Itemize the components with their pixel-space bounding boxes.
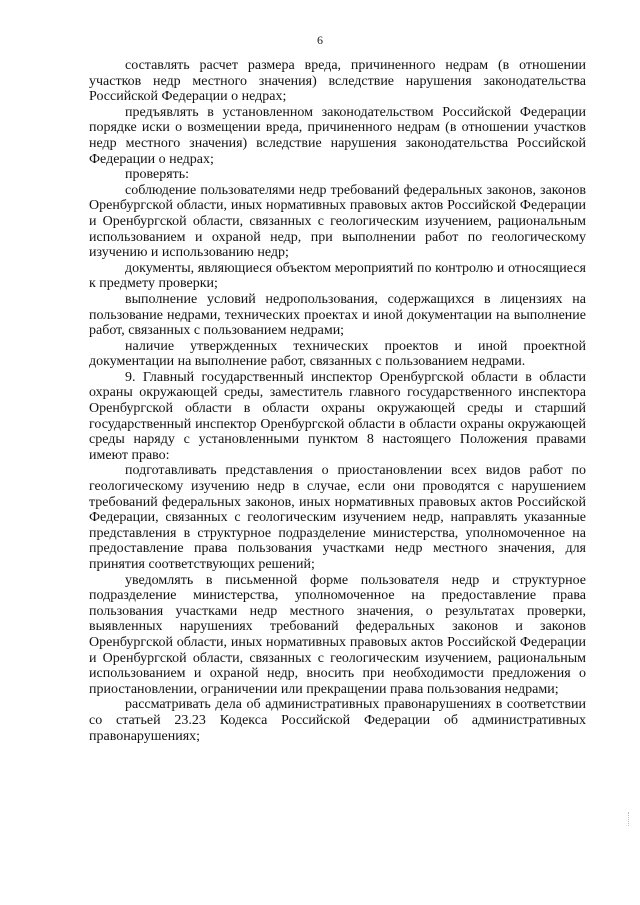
page-number: 6 xyxy=(317,33,323,47)
paragraph: предъявлять в установленном законодательством Российской Федерации порядке иски о возмещении вреда, причиненного недрам (в отношении участков недр местного значения) вследствие нарушения законодательства Российской Федерации о недрах; xyxy=(89,104,586,167)
paragraph: составлять расчет размера вреда, причиненного недрам (в отношении участков недр местного значения) вследствие нарушения законодательства Российской Федерации о недрах; xyxy=(89,58,586,105)
paragraph: соблюдение пользователями недр требований федеральных законов, законов Оренбургской области, иных нормативных правовых актов Российской Федерации и Оренбургской области, связанных с геологическим изучением, рациональным использованием и охраной недр, при выполнении работ по геологическому изучению и использованию недр; xyxy=(89,182,586,261)
paragraph: рассматривать дела об административных правонарушениях в соответствии со статьей 23.23 Кодекса Российской Федерации об административных правонарушениях; xyxy=(89,697,586,744)
paragraph: наличие утвержденных технических проектов и иной проектной документации на выполнение работ, связанных с пользованием недрами. xyxy=(89,338,586,370)
document-body xyxy=(89,58,586,744)
paragraph: 9. Главный государственный инспектор Оренбургской области в области охраны окружающей среды, заместитель главного государственного инспектора Оренбургской области в области охраны окружающей среды и старший государственный инспектор Оренбургской области в области охраны окружающей среды наряду с установленными пунктом 8 настоящего Положения правами имеют право: xyxy=(89,369,586,463)
paragraph: проверять: xyxy=(125,167,190,183)
paragraph: выполнение условий недропользования, содержащихся в лицензиях на пользование недрами, технических проектах и иной документации на выполнение работ, связанных с пользованием недрами; xyxy=(89,291,586,339)
paragraph: уведомлять в письменной форме пользователя недр и структурное подразделение министерства, уполномоченное на предоставление права пользования участками недр местного значения, о результатах проверки, выявленных нарушениях требований федеральных законов и законов Оренбургской области, иных нормативных правовых актов Российской Федерации и Оренбургской области, связанных с геологическим изучением, рациональным использованием и охраной недр, вносить при необходимости предложения о приостановлении, ограничении или прекращении права пользования недрами; xyxy=(89,572,586,697)
scan-artifact xyxy=(628,812,632,826)
paragraph: документы, являющиеся объектом мероприятий по контролю и относящиеся к предмету проверки; xyxy=(89,260,586,292)
paragraph: подготавливать представления о приостановлении всех видов работ по геологическому изучению недр в случае, если они проводятся с нарушением требований федеральных законов, иных нормативных правовых актов Российской Федерации, связанных с геологическим изучением недр, направлять указанные представления в структурное подразделение министерства, уполномоченное на предоставление права пользования участками недр местного значения, для принятия соответствующих решений; xyxy=(89,463,586,572)
